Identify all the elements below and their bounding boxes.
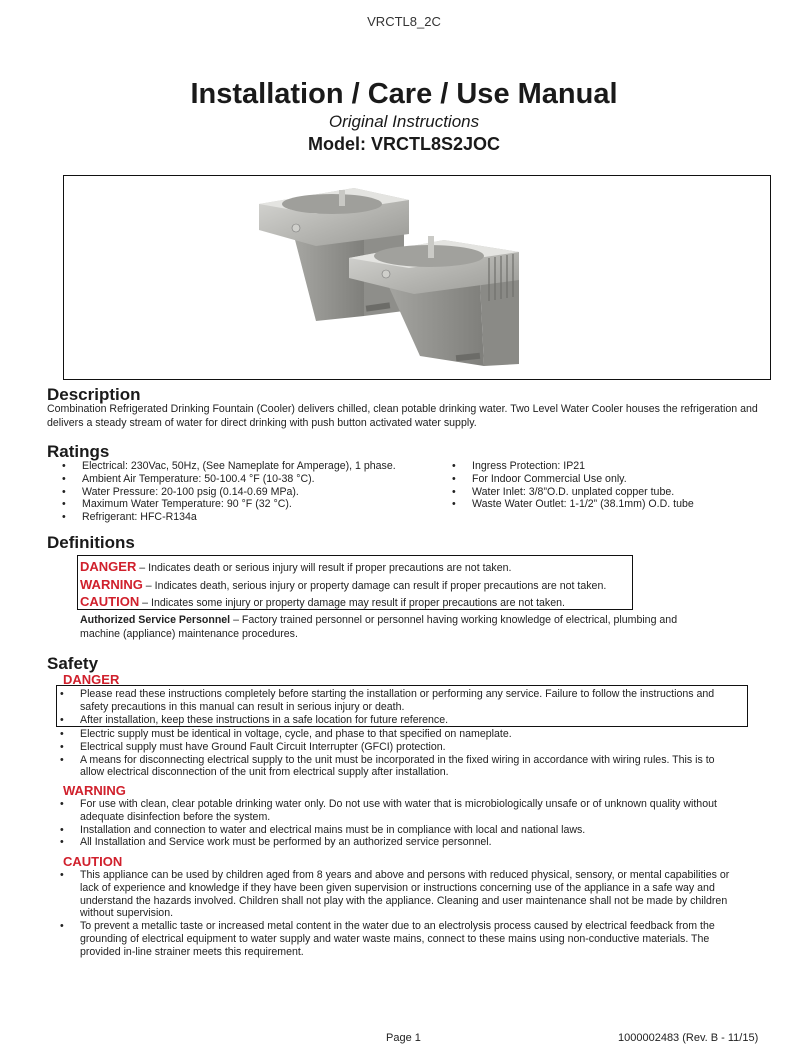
warning-term: WARNING <box>80 576 143 592</box>
list-item: • All Installation and Service work must be performed by an authorized service personnel. <box>60 836 720 849</box>
list-item: • Please read these instructions completely before starting the installation or performing any service. Failure to follow the instructions and safety precautions in this manual can result in serious injury or death. <box>60 688 744 714</box>
definitions-list <box>80 559 640 612</box>
danger-term: DANGER <box>80 559 137 574</box>
list-item: • Maximum Water Temperature: 90 °F (32 °C). <box>62 498 442 511</box>
page-subtitle: Original Instructions <box>328 112 480 131</box>
safety-danger-label: DANGER <box>63 672 120 687</box>
warning-definition: – Indicates death, serious injury or property damage can result if proper precautions are not taken. <box>142 579 607 592</box>
definition-caution <box>80 594 640 612</box>
definition-danger <box>80 559 640 577</box>
list-item: • After installation, keep these instructions in a safe location for future reference. <box>60 714 744 727</box>
list-item: • To prevent a metallic taste or increased metal content in the water due to an electrolysis process caused by electrical feedback from the grounding of electrical equipment to water supply and water waste mains, connect to these mains using non-conductive materials. The provided in-line strainer meets this requirement. <box>60 920 732 958</box>
list-item: • For use with clean, clear potable drinking water only. Do not use with water that is microbiologically unsafe or of unknown quality without adequate disinfection before the system. <box>60 798 720 824</box>
personnel-text: – Factory trained personnel or personnel having working knowledge of electrical, plumbing and machine (appliance) maintenance procedures. <box>80 614 678 640</box>
page-title: Installation / Care / Use Manual <box>190 78 618 110</box>
caution-definition: – Indicates some injury or property damage may result if proper precautions are not taken. <box>139 597 565 609</box>
list-item: • Waste Water Outlet: 1-1/2” (38.1mm) O.D. tube <box>452 498 752 511</box>
product-illustration <box>64 176 770 379</box>
caution-list <box>60 869 732 959</box>
list-item: • This appliance can be used by children aged from 8 years and above and persons with reduced physical, sensory, or mental capabilities or lack of experience and knowledge if they have been given supervision or instructions concerning use of the appliance in a safe way and understand the hazards involved. Children shall not play with the appliance. Cleaning and user maintenance shall not be made by children without supervision. <box>60 869 732 920</box>
list-item: • Water Pressure: 20-100 psig (0.14-0.69 MPa). <box>62 486 442 499</box>
list-item: • Electrical: 230Vac, 50Hz, (See Nameplate for Amperage), 1 phase. <box>62 460 442 473</box>
definition-warning <box>80 577 640 595</box>
model-number: Model: VRCTL8S2JOC <box>307 134 501 154</box>
document-revision: 1000002483 (Rev. B - 11/15) <box>618 1032 759 1044</box>
list-item: • A means for disconnecting electrical supply to the unit must be incorporated in the fixed wiring in accordance with wiring rules. This is to allow electrical disconnection of the unit from electrical supply after installation. <box>60 754 732 780</box>
danger-list <box>60 728 732 779</box>
list-item: • Electric supply must be identical in voltage, cycle, and phase to that specified on nameplate. <box>60 728 732 741</box>
list-item: • Electrical supply must have Ground Fault Circuit Interrupter (GFCI) protection. <box>60 741 732 754</box>
safety-caution-label: CAUTION <box>63 854 123 869</box>
danger-boxed-list <box>60 688 744 726</box>
ratings-left-list <box>62 460 442 524</box>
ratings-right-list <box>452 460 752 511</box>
safety-warning-label: WARNING <box>63 783 126 798</box>
document-code: VRCTL8_2C <box>367 14 441 29</box>
list-item: • For Indoor Commercial Use only. <box>452 473 752 486</box>
description-text: Combination Refrigerated Drinking Fountain (Cooler) delivers chilled, clean potable drinking water. Two Level Water Cooler houses the refrigeration and delivers a steady stream of water for direct drinking with push button activated water supply. <box>47 403 758 429</box>
list-item: • Water Inlet: 3/8”O.D. unplated copper tube. <box>452 486 752 499</box>
ratings-heading: Ratings <box>47 442 110 461</box>
personnel-definition <box>80 614 720 641</box>
safety-heading: Safety <box>47 654 99 673</box>
list-item: • Refrigerant: HFC-R134a <box>62 511 442 524</box>
danger-definition: – Indicates death or serious injury will result if proper precautions are not taken. <box>136 562 512 574</box>
personnel-term: Authorized Service Personnel <box>80 614 231 626</box>
product-image-frame <box>63 175 771 380</box>
description-heading: Description <box>47 385 141 404</box>
page-number: Page 1 <box>386 1032 421 1044</box>
list-item: • Ingress Protection: IP21 <box>452 460 752 473</box>
caution-term: CAUTION <box>80 594 140 609</box>
list-item: • Installation and connection to water and electrical mains must be in compliance with local and national laws. <box>60 824 720 837</box>
warning-list <box>60 798 720 849</box>
list-item: • Ambient Air Temperature: 50-100.4 °F (10-38 °C). <box>62 473 442 486</box>
definitions-heading: Definitions <box>47 533 135 552</box>
